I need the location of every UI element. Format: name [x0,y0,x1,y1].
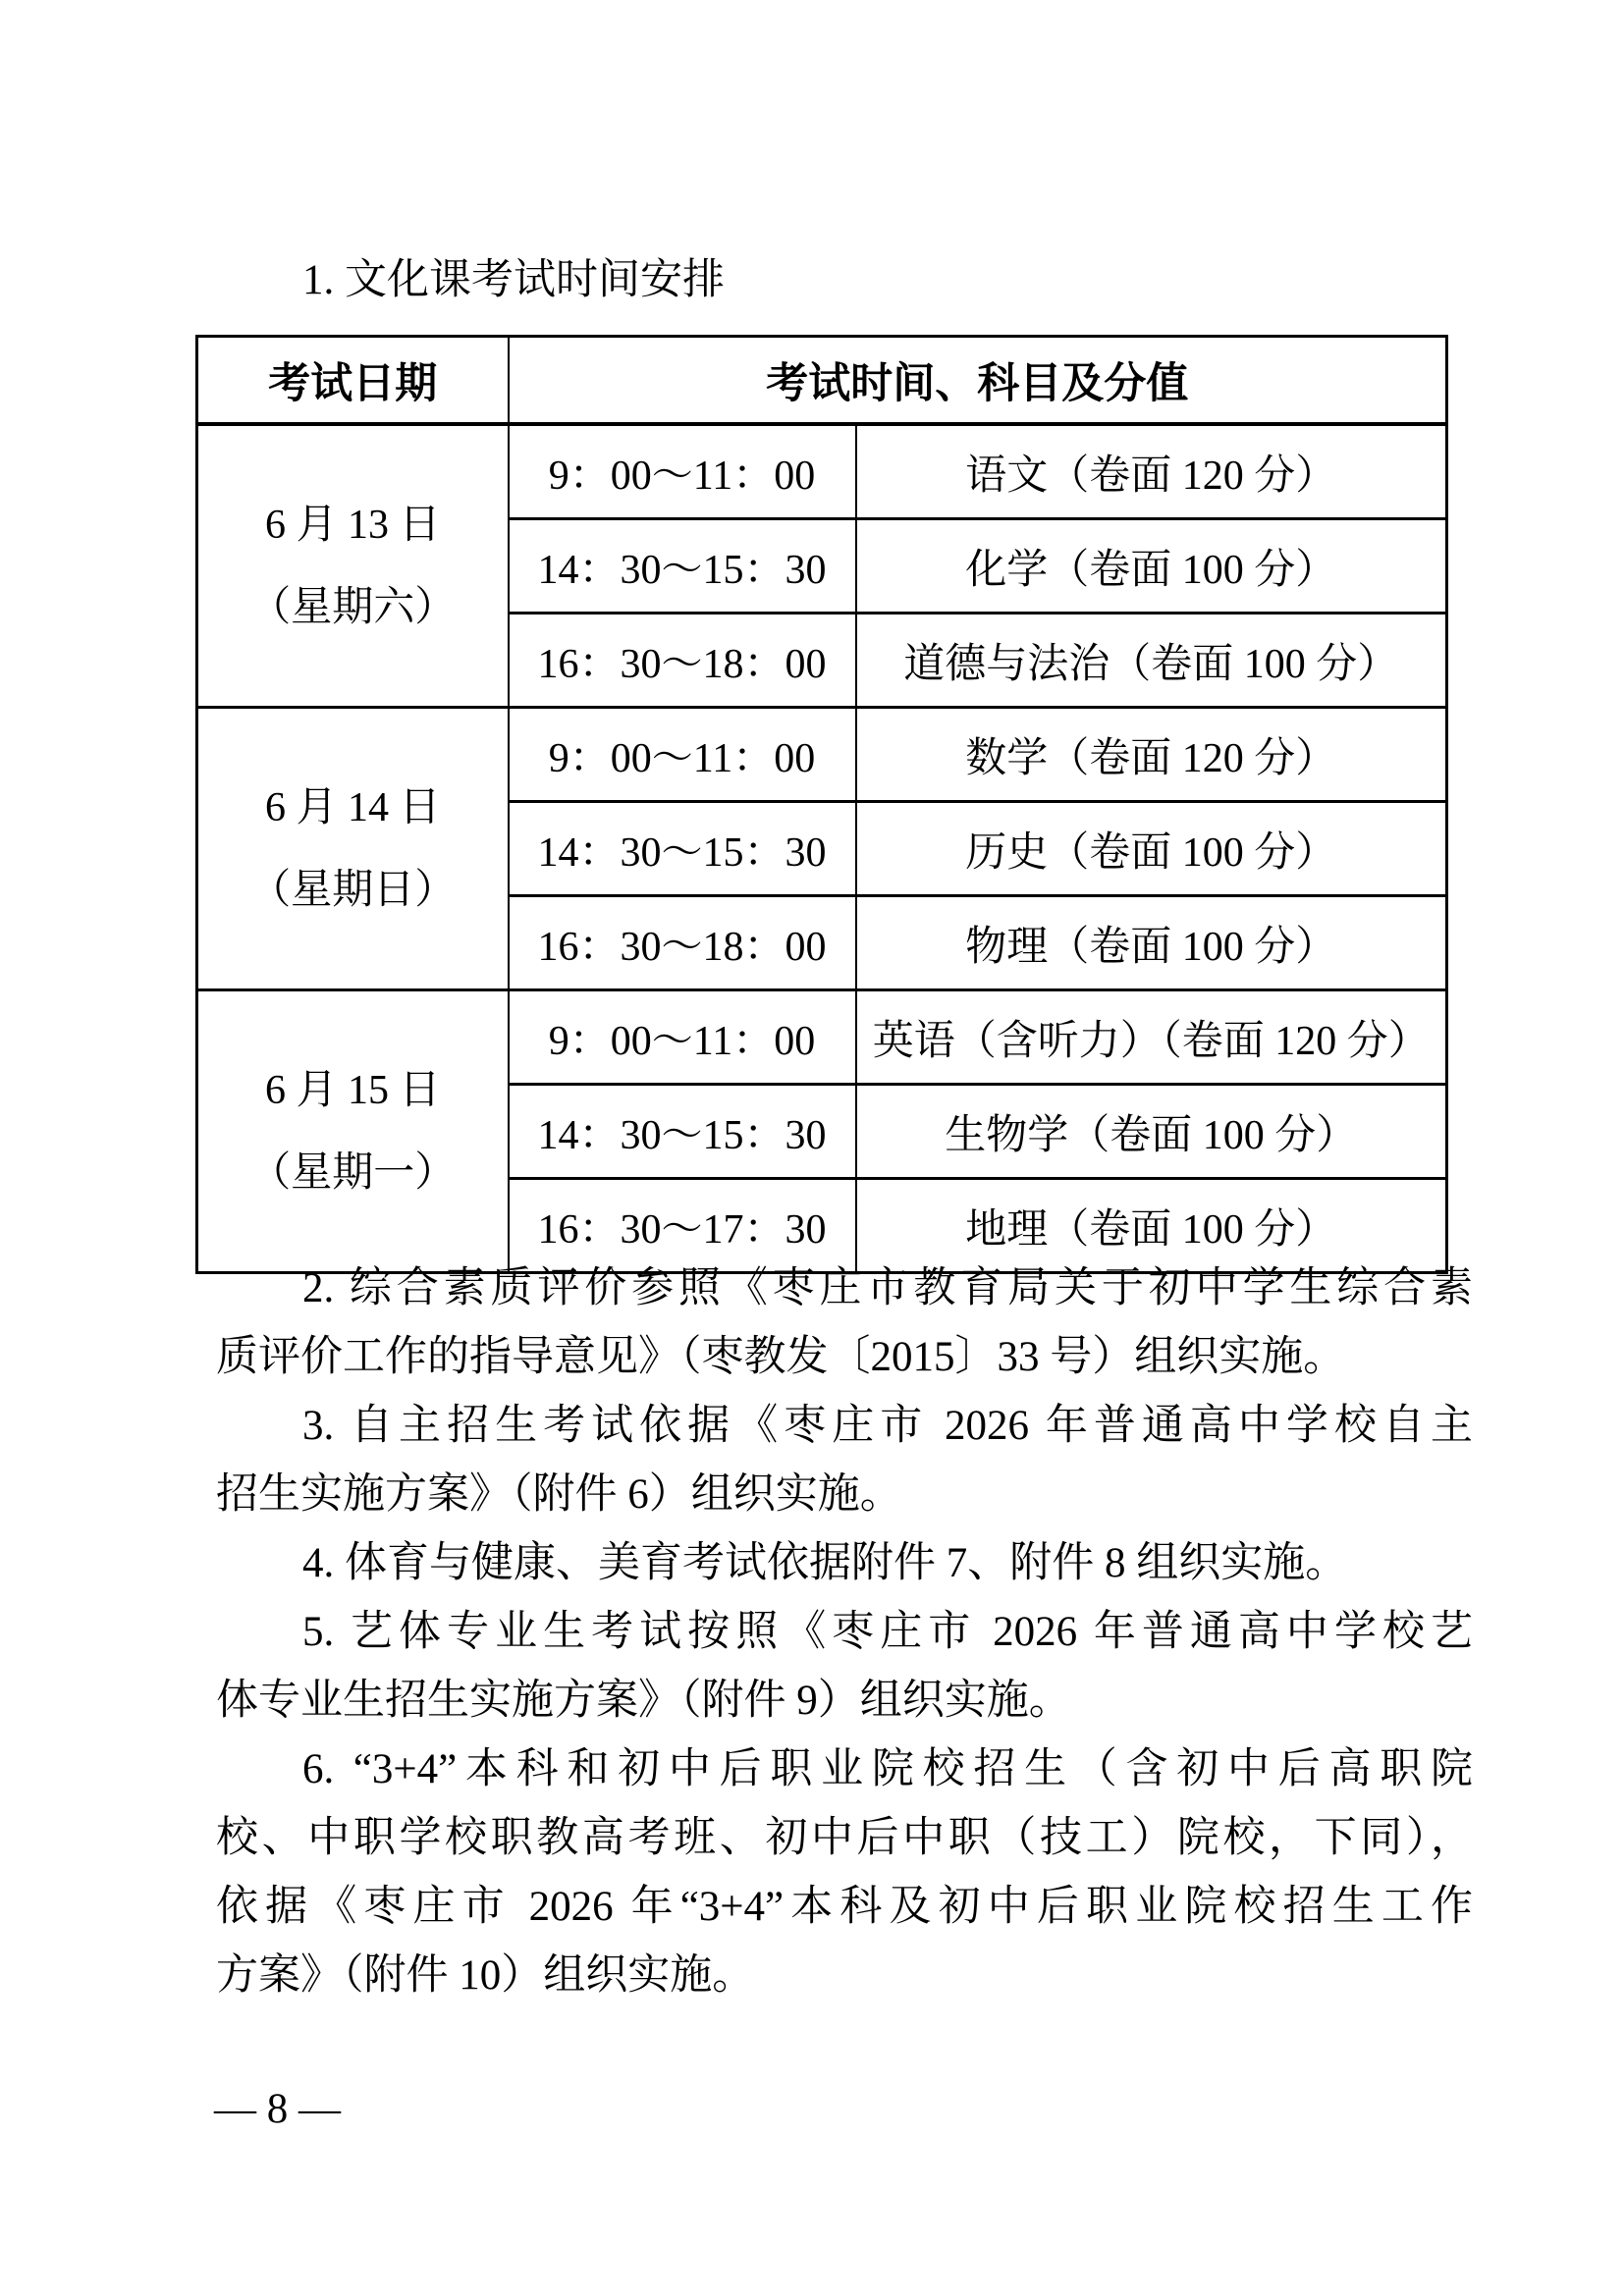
paragraph-line: 2. 综合素质评价参照《枣庄市教育局关于初中学生综合素 [302,1265,1473,1311]
paragraph [216,1529,1473,1598]
subject-cell: 英语（含听力）（卷面 120 分） [856,990,1447,1085]
section-heading: 1. 文化课考试时间安排 [302,257,725,303]
time-cell: 16：30～18：00 [509,896,856,990]
weekday-line: （星期六） [249,584,457,630]
time-cell: 14：30～15：30 [509,1085,856,1179]
time-cell: 9：00～11：00 [509,424,856,519]
paragraph-line: 招生实施方案》（附件 6）组织实施。 [216,1471,902,1518]
date-cell [197,708,509,990]
date-line: 6 月 15 日 [264,1067,441,1113]
paragraph-line: 质评价工作的指导意见》（枣教发〔2015〕33 号）组织实施。 [216,1334,1346,1380]
paragraph-line: 方案》（附件 10）组织实施。 [216,1952,755,1999]
weekday-line: （星期日） [249,867,457,913]
subject-cell: 物理（卷面 100 分） [856,896,1447,990]
time-cell: 14：30～15：30 [509,519,856,614]
subject-cell: 历史（卷面 100 分） [856,802,1447,896]
table-row [197,708,1447,802]
time-cell: 16：30～17：30 [509,1179,856,1273]
body-paragraphs [216,1255,1473,2010]
weekday-line: （星期一） [249,1149,457,1196]
table-header-row [197,337,1447,425]
paragraph [216,1392,1473,1529]
time-cell: 14：30～15：30 [509,802,856,896]
paragraph-line: 3. 自主招生考试依据《枣庄市 2026 年普通高中学校自主 [302,1403,1473,1449]
exam-schedule-table [195,335,1448,1274]
table-row [197,990,1447,1085]
time-cell: 9：00～11：00 [509,990,856,1085]
date-cell [197,990,509,1273]
subject-cell: 地理（卷面 100 分） [856,1179,1447,1273]
time-cell: 9：00～11：00 [509,708,856,802]
subject-cell: 生物学（卷面 100 分） [856,1085,1447,1179]
paragraph-line: 校、中职学校职教高考班、初中后中职（技工）院校，下同）， [216,1815,1473,1861]
subject-cell: 数学（卷面 120 分） [856,708,1447,802]
subject-cell: 语文（卷面 120 分） [856,424,1447,519]
paragraph-line: 6. “3+4”本科和初中后职业院校招生（含初中后高职院 [302,1746,1473,1792]
subject-cell: 化学（卷面 100 分） [856,519,1447,614]
table-row [197,424,1447,519]
paragraph-line: 5. 艺体专业生考试按照《枣庄市 2026 年普通高中学校艺 [302,1609,1473,1655]
table-header-date: 考试日期 [197,337,509,425]
table-header-details: 考试时间、科目及分值 [509,337,1447,425]
date-cell [197,424,509,708]
time-cell: 16：30～18：00 [509,614,856,708]
paragraph-line: 体专业生招生实施方案》（附件 9）组织实施。 [216,1678,1071,1724]
paragraph-line: 依据《枣庄市 2026 年“3+4”本科及初中后职业院校招生工作 [216,1884,1473,1930]
subject-cell: 道德与法治（卷面 100 分） [856,614,1447,708]
paragraph [216,1255,1473,1392]
paragraph [216,1735,1473,2010]
paragraph [216,1598,1473,1735]
page-number: — 8 — [214,2086,341,2132]
paragraph-line: 4. 体育与健康、美育考试依据附件 7、附件 8 组织实施。 [302,1540,1348,1586]
date-line: 6 月 13 日 [264,502,441,548]
date-line: 6 月 14 日 [264,784,441,830]
